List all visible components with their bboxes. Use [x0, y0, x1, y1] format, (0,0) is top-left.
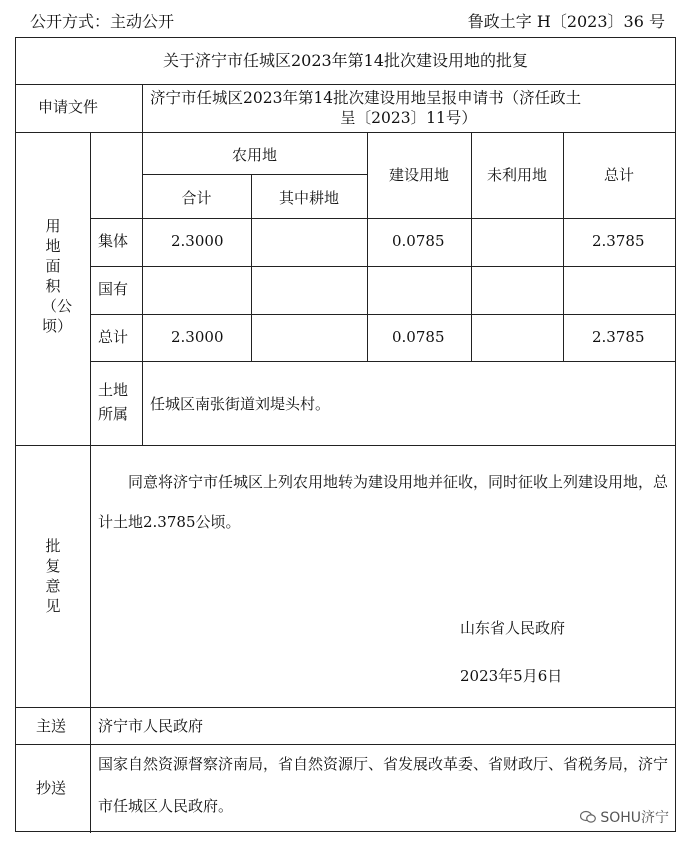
cell-collective-construction: 0.0785: [392, 232, 445, 250]
send-to-label: 主送: [36, 717, 67, 735]
disclosure-mode: 公开方式：主动公开: [30, 12, 175, 31]
chat-bubble-icon: [580, 810, 596, 824]
application-label: 申请文件: [38, 98, 99, 116]
cell-collective-agri-total: 2.3000: [171, 232, 224, 250]
header-agricultural-land: 农用地: [231, 146, 277, 164]
ownership-value: 任城区南张街道刘堤头村。: [150, 395, 331, 413]
copy-to-value: 国家自然资源督察济南局，省自然资源厅、省发展改革委、省财政厅、省税务局，济宁市任城区人民政府。: [98, 755, 669, 815]
approval-date: 2023年5月6日: [460, 667, 563, 685]
approval-side-label: 批复意见: [45, 537, 61, 615]
cell-total-total: 2.3785: [592, 328, 645, 346]
header-agri-farmland: 其中耕地: [278, 189, 339, 207]
row-label-state: 国有: [98, 280, 129, 298]
approval-form-table: [15, 37, 676, 832]
document-number: 鲁政土字 H〔2023〕36 号: [467, 12, 665, 31]
approval-body: 同意将济宁市任城区上列农用地转为建设用地并征收，同时征收上列建设用地，总计土地2.3785公顷。: [98, 473, 669, 531]
cell-total-construction: 0.0785: [392, 328, 445, 346]
application-text-line2: 呈〔2023〕11号）: [340, 109, 477, 127]
header-agri-total: 合计: [181, 189, 212, 207]
ownership-label-line1: 土地: [98, 381, 129, 399]
row-label-total: 总计: [98, 328, 129, 346]
row-label-collective: 集体: [98, 232, 129, 250]
header-unused-land: 未利用地: [486, 166, 547, 184]
application-text-line1: 济宁市任城区2023年第14批次建设用地呈报申请书（济任政土: [150, 89, 582, 107]
sohu-watermark: [580, 807, 669, 827]
ownership-label-line2: 所属: [98, 405, 129, 423]
cell-collective-total: 2.3785: [592, 232, 645, 250]
approval-issuer: 山东省人民政府: [460, 619, 566, 637]
header-total: 总计: [603, 166, 634, 184]
cell-total-agri-total: 2.3000: [171, 328, 224, 346]
document-title: 关于济宁市任城区2023年第14批次建设用地的批复: [162, 51, 529, 70]
watermark-text: SOHU济宁: [600, 810, 669, 826]
send-to-value: 济宁市人民政府: [98, 717, 204, 735]
header-construction-land: 建设用地: [388, 166, 449, 184]
copy-to-label: 抄送: [36, 779, 67, 797]
land-area-side-label: 用地面积（公顷）: [42, 217, 73, 335]
